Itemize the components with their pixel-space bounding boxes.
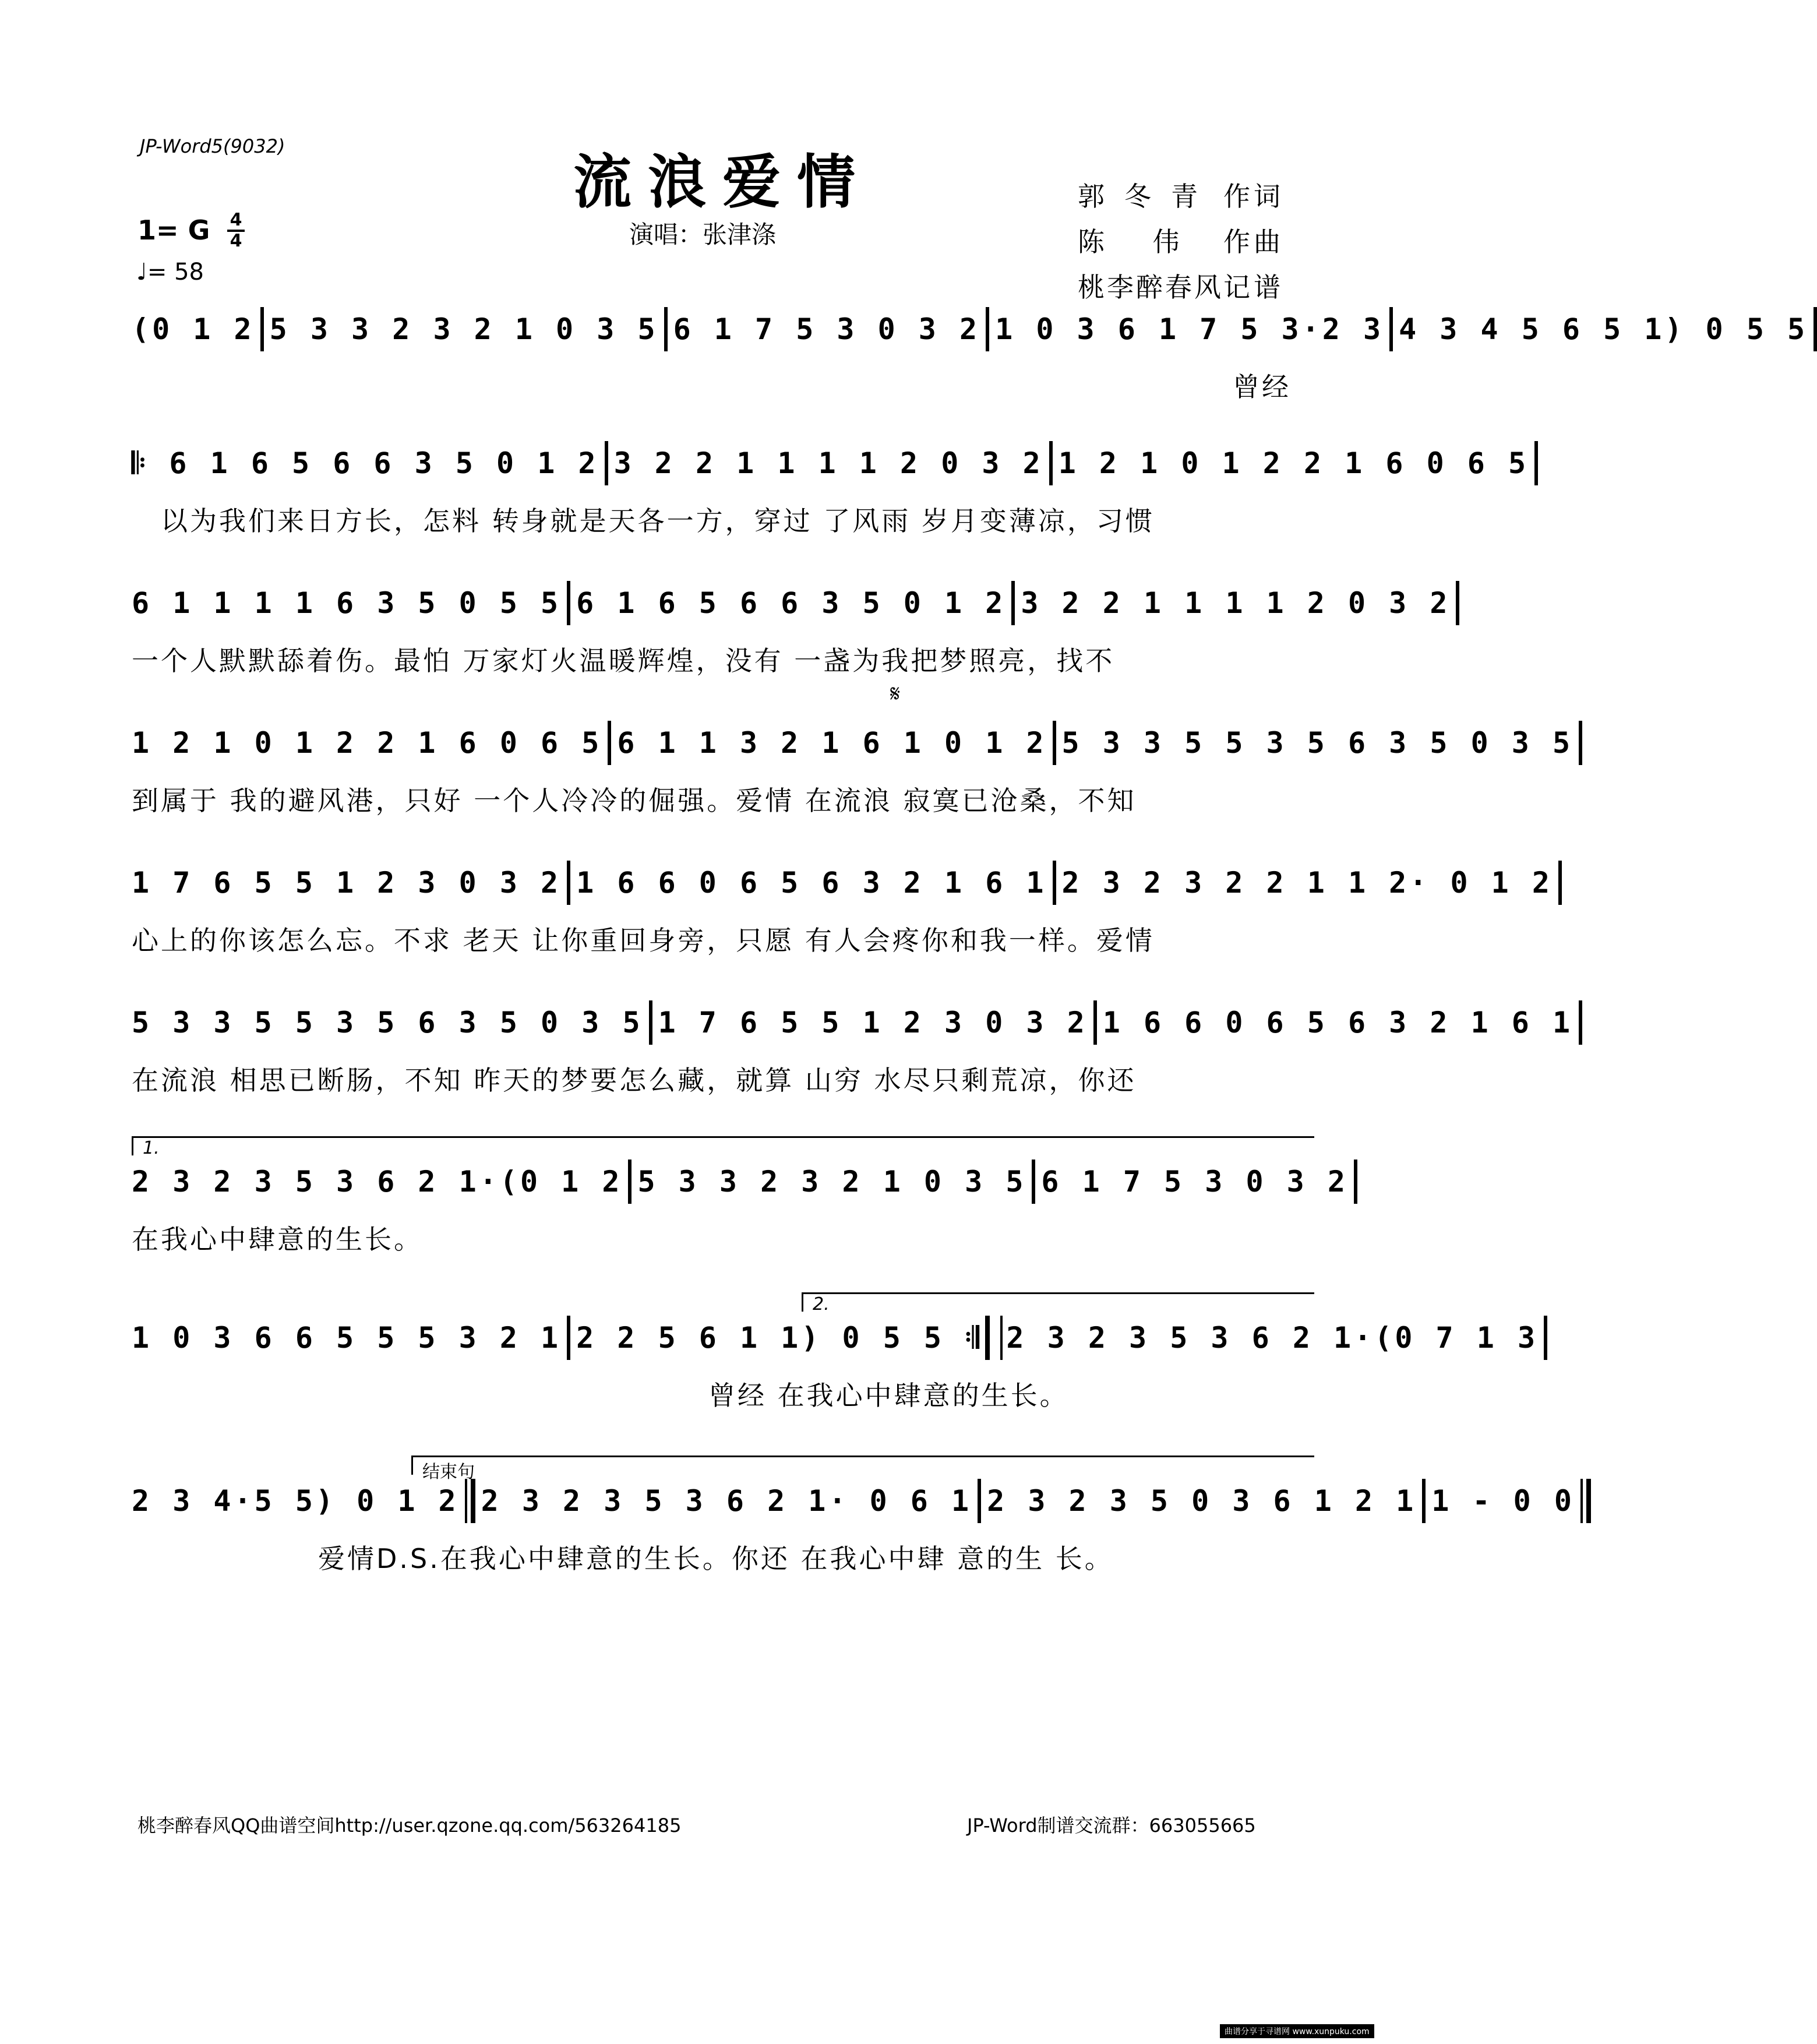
volta-bracket: 2. [802,1292,1314,1312]
site-watermark: 曲谱分享于寻谱网 www.xunpuku.com [1220,2024,1374,2038]
repeat-barline [985,1316,1003,1360]
measure: 2 3 4·5 5) 0 1 2 [132,1484,459,1518]
barline [978,1479,981,1523]
measure: 3 2 2 1 1 1 1 2 0 3 2 [1021,586,1451,620]
barline [567,581,570,625]
volta-bracket: 结束句 [411,1456,1314,1475]
time-sig-top: 4 [230,210,242,230]
notes-row [132,857,1553,909]
barline [1422,1479,1426,1523]
lyrics-row: 在我心中肆意的生长。 [132,1224,423,1255]
barline [1814,307,1817,351]
volta-bracket: 1. [132,1136,1314,1155]
quarter-note-icon: ♩ [136,259,147,286]
lyrics-row: 一个人默默舔着伤。最怕 万家灯火温暖辉煌，没有 一盏为我把梦照亮，找不 [132,645,1115,676]
barline [1579,1000,1582,1045]
barline [608,721,611,765]
time-sig-bottom: 4 [230,231,242,251]
barline [1354,1160,1357,1204]
measure: 1 2 1 0 1 2 2 1 6 0 6 5 [132,726,602,760]
measure: 6 1 1 3 2 1 6 1 0 1 2 [617,726,1047,760]
song-title: 流浪爱情 [573,147,872,216]
barline [1053,861,1056,905]
measure: 2 3 2 3 2 2 1 1 2· 0 1 2 [1061,866,1553,900]
barline [1032,1160,1035,1204]
staff-line [132,717,1573,818]
barline [1558,861,1562,905]
measure: 1 7 6 5 5 1 2 3 0 3 2 [658,1006,1088,1039]
credit-role: 记谱 [1223,272,1284,303]
lyrics-row: 在流浪 相思已断肠，不知 昨天的梦要怎么藏，就算 山穷 水尽只剩荒凉，你还 [132,1065,1137,1096]
notes-row [132,1155,1348,1208]
measure: 6 1 1 1 1 6 3 5 0 5 5 [132,586,562,620]
measure: 3 2 2 1 1 1 1 2 0 3 2 [613,446,1043,480]
measure: 𝄆 6 1 6 5 6 6 3 5 0 1 2 [132,446,599,480]
credits [1078,174,1284,310]
measure: 6 1 7 5 3 0 3 2 [673,312,980,346]
barline [1011,581,1015,625]
staff-line [132,857,1553,958]
segno-icon: 𝄋 [890,681,901,707]
measure: (0 1 2 [132,312,255,346]
barline [628,1160,631,1204]
staff-line [132,303,1808,404]
notes-row [132,303,1808,355]
measure: 1 6 6 0 6 5 6 3 2 1 6 1 [576,866,1047,900]
staff-line [132,577,1451,678]
barline [567,1316,570,1360]
tempo-marking [136,259,204,286]
double-barline [465,1479,475,1523]
staff-line [132,1456,1575,1576]
lyrics-row: 曾经 在我心中肆意的生长。 [708,1380,1069,1411]
barline [649,1000,652,1045]
measure: 1 7 6 5 5 1 2 3 0 3 2 [132,866,562,900]
measure: 5 3 3 2 3 2 1 0 3 5 [269,312,658,346]
barline [1093,1000,1097,1045]
key-signature: 1= G [137,214,210,246]
staff-line [132,1136,1348,1257]
staff-line [132,1292,1539,1413]
credit-role: 作曲 [1223,226,1284,258]
barline [1389,307,1393,351]
barline [1456,581,1459,625]
notes-row [132,577,1451,629]
measure: 2 3 2 3 5 3 6 2 1·(0 1 2 [132,1165,623,1199]
tempo-value: = 58 [147,259,204,286]
footer-group-info: JP-Word制谱交流群：663055665 [967,1814,1256,1837]
barline [567,861,570,905]
measure: 1 2 1 0 1 2 2 1 6 0 6 5 [1058,446,1529,480]
barline [605,441,608,485]
lyrics-row: 爱情D.S.在我心中肆意的生长。你还 在我心中肆 意的生 长。 [318,1543,1114,1574]
measure: 5 3 3 5 5 3 5 6 3 5 0 3 5 [132,1006,643,1039]
barline [1049,441,1053,485]
lyrics-row: 到属于 我的避风港，只好 一个人冷冷的倔强。爱情 在流浪 寂寞已沧桑，不知 [132,785,1137,816]
credit-name: 郭冬青 [1078,181,1218,212]
measure: 2 3 2 3 5 0 3 6 1 2 1 [987,1484,1417,1518]
barline [1053,721,1056,765]
staff-line [132,996,1573,1098]
notes-row [132,996,1573,1049]
measure: 1 6 6 0 6 5 6 3 2 1 6 1 [1102,1006,1573,1039]
lyrics-row: 心上的你该怎么忘。不求 老天 让你重回身旁，只愿 有人会疼你和我一样。爱情 [132,925,1155,956]
singer-label: 演唱：张津涤 [629,220,777,249]
lyrics-row: 以为我们来日方长，怎料 转身就是天各一方，穿过 了风雨 岁月变薄凉，习惯 [161,505,1155,537]
footer-qzone-link[interactable]: 桃李醉春风QQ曲谱空间http://user.qzone.qq.com/563264185 [137,1814,682,1837]
barline [1544,1316,1547,1360]
notes-row [132,1475,1575,1527]
barline [1534,441,1538,485]
measure: 6 1 6 5 6 6 3 5 0 1 2 [576,586,1006,620]
notes-row [132,1312,1539,1364]
credit-name: 桃李醉春风 [1078,272,1223,303]
staff-line [132,437,1529,538]
measure: 1 0 3 6 1 7 5 3·2 3 [995,312,1384,346]
time-signature [227,211,245,251]
barline [1579,721,1582,765]
measure: 6 1 7 5 3 0 3 2 [1041,1165,1348,1199]
software-label: JP-Word5(9032) [140,135,285,157]
barline [664,307,668,351]
notes-row [132,717,1573,769]
measure: 2 3 2 3 5 3 6 2 1· 0 6 1 [481,1484,972,1518]
credit-lyricist [1078,174,1284,219]
final-barline [1580,1479,1591,1523]
measure: 2 2 5 6 1 1) 0 5 5 𝄇 [576,1320,982,1355]
notes-row [132,437,1529,489]
measure: 1 - 0 0 [1431,1484,1575,1518]
credit-role: 作词 [1223,181,1284,212]
credit-composer [1078,219,1284,265]
measure: 2 3 2 3 5 3 6 2 1·(0 7 1 3 [1006,1321,1539,1355]
measure: 1 0 3 6 6 5 5 5 3 2 1 [132,1321,562,1355]
lyrics-row: 曾经 [1233,371,1291,403]
barline [986,307,989,351]
credit-name: 陈 伟 [1078,226,1199,258]
measure: 5 3 3 2 3 2 1 0 3 5 [637,1165,1026,1199]
measure: 5 3 3 5 5 3 5 6 3 5 0 3 5 [1061,726,1573,760]
measure: 4 3 4 5 6 5 1) 0 5 5 [1399,312,1808,346]
barline [260,307,264,351]
